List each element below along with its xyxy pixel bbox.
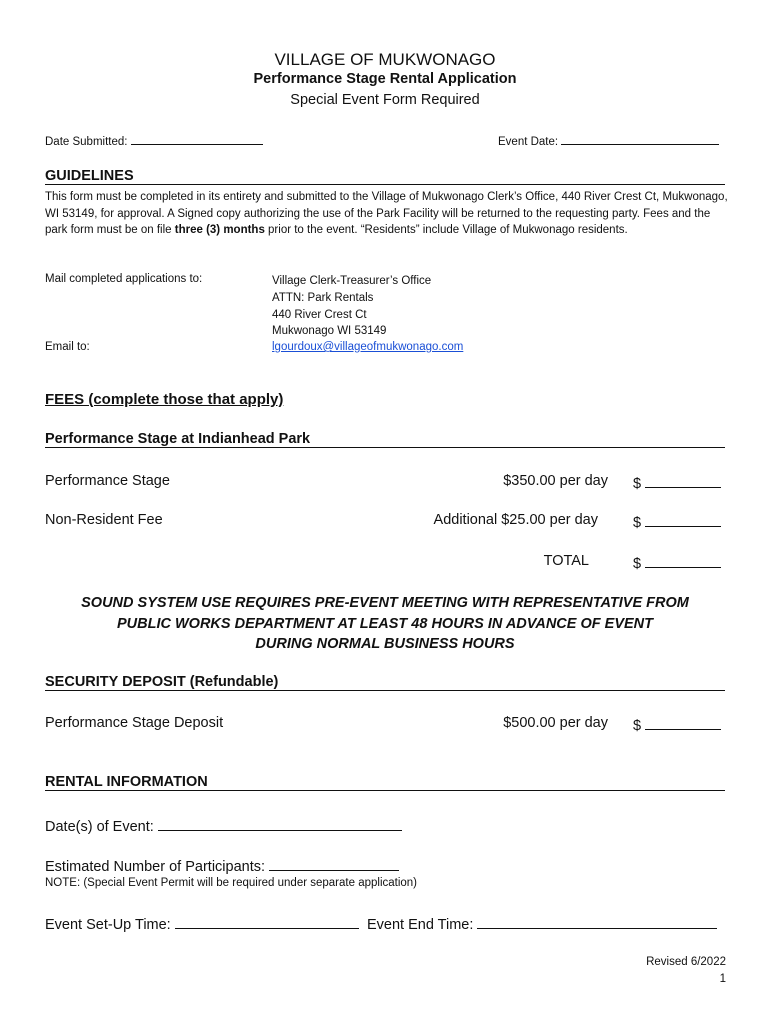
form-title: Performance Stage Rental Application — [253, 71, 517, 87]
amount-blank[interactable] — [645, 512, 721, 527]
setup-time-field[interactable] — [45, 914, 359, 933]
date-submitted-blank[interactable] — [131, 132, 263, 145]
warning-line: PUBLIC WORKS DEPARTMENT AT LEAST 48 HOURS IN ADVANCE OF EVENT — [117, 615, 653, 632]
mail-address — [272, 273, 431, 340]
rental-heading — [45, 774, 725, 791]
fee-label-performance-stage: Performance Stage — [45, 473, 170, 489]
warning-line: SOUND SYSTEM USE REQUIRES PRE-EVENT MEETING WITH REPRESENTATIVE FROM — [81, 595, 689, 611]
email-label: Email to: — [45, 341, 90, 353]
end-time-field[interactable] — [367, 914, 717, 933]
event-dates-label: Date(s) of Event: — [45, 819, 154, 835]
guidelines-heading-text: GUIDELINES — [45, 168, 134, 184]
page-title: VILLAGE OF MUKWONAGO — [274, 50, 496, 69]
fee-input-non-resident[interactable] — [633, 512, 721, 531]
date-submitted-label: Date Submitted: — [45, 136, 128, 148]
deposit-label: Performance Stage Deposit — [45, 715, 224, 731]
form-subtitle: Special Event Form Required — [290, 92, 480, 108]
dollar-sign: $ — [633, 515, 642, 531]
fee-amount-performance-stage: $350.00 per day — [503, 473, 608, 489]
participants-field[interactable] — [45, 856, 399, 875]
fee-input-performance-stage[interactable] — [633, 473, 721, 492]
mail-line: Mukwonago WI 53149 — [272, 325, 387, 338]
date-submitted-field[interactable] — [45, 132, 263, 148]
total-label: TOTAL — [543, 553, 589, 569]
participants-blank[interactable] — [269, 856, 399, 871]
fees-heading: FEES (complete those that apply) — [45, 391, 284, 408]
guidelines-text-2: prior to the event. “Residents” include Village of Mukwonago residents. — [264, 224, 628, 237]
event-dates-blank[interactable] — [158, 816, 402, 831]
fee-label-non-resident: Non-Resident Fee — [45, 512, 163, 528]
setup-time-label: Event Set-Up Time: — [45, 917, 171, 933]
deposit-heading — [45, 674, 725, 691]
email-link[interactable]: lgourdoux@villageofmukwonago.com — [272, 341, 464, 353]
deposit-heading-text: SECURITY DEPOSIT (Refundable) — [45, 674, 279, 690]
guidelines-text-1: This form must be completed in its entirety and submitted to the Village of Mukwonago Clerk’s Office, 440 River Crest Ct, Mukwonago, WI 53149, for approval. A Signed copy authorizing the use of the Park Facility will be returned to the requesting party. Fees and the park form must be on file — [45, 191, 728, 237]
amount-blank[interactable] — [645, 473, 721, 488]
dollar-sign: $ — [633, 476, 642, 492]
end-time-label: Event End Time: — [367, 917, 474, 933]
revision-date: Revised 6/2022 — [646, 956, 726, 968]
total-input[interactable] — [633, 553, 721, 572]
deposit-amount: $500.00 per day — [503, 715, 608, 731]
dollar-sign: $ — [633, 718, 642, 734]
stage-subheading-text: Performance Stage at Indianhead Park — [45, 431, 311, 447]
participants-label: Estimated Number of Participants: — [45, 859, 266, 875]
mail-line: Village Clerk-Treasurer’s Office — [272, 275, 432, 287]
deposit-input[interactable] — [633, 715, 721, 734]
guidelines-heading — [45, 168, 725, 185]
setup-time-blank[interactable] — [175, 914, 359, 929]
event-date-field[interactable] — [498, 132, 719, 148]
guidelines-bold-text: three (3) months — [174, 224, 265, 237]
end-time-blank[interactable] — [477, 914, 717, 929]
sound-system-warning — [0, 593, 770, 655]
stage-subheading — [45, 431, 725, 448]
dollar-sign: $ — [633, 556, 642, 572]
mail-line: ATTN: Park Rentals — [272, 291, 374, 304]
event-date-label: Event Date: — [498, 136, 559, 148]
amount-blank[interactable] — [645, 553, 721, 568]
rental-heading-text: RENTAL INFORMATION — [45, 774, 208, 790]
warning-line: DURING NORMAL BUSINESS HOURS — [255, 636, 515, 652]
mail-line: 440 River Crest Ct — [272, 308, 367, 321]
amount-blank[interactable] — [645, 715, 721, 730]
fee-amount-non-resident: Additional $25.00 per day — [433, 512, 598, 528]
mail-label: Mail completed applications to: — [45, 273, 203, 285]
guidelines-paragraph — [45, 189, 735, 239]
event-dates-field[interactable] — [45, 816, 402, 835]
page-number: 1 — [719, 973, 726, 985]
event-date-blank[interactable] — [561, 132, 719, 145]
permit-note: NOTE: (Special Event Permit will be required under separate application) — [45, 877, 418, 889]
